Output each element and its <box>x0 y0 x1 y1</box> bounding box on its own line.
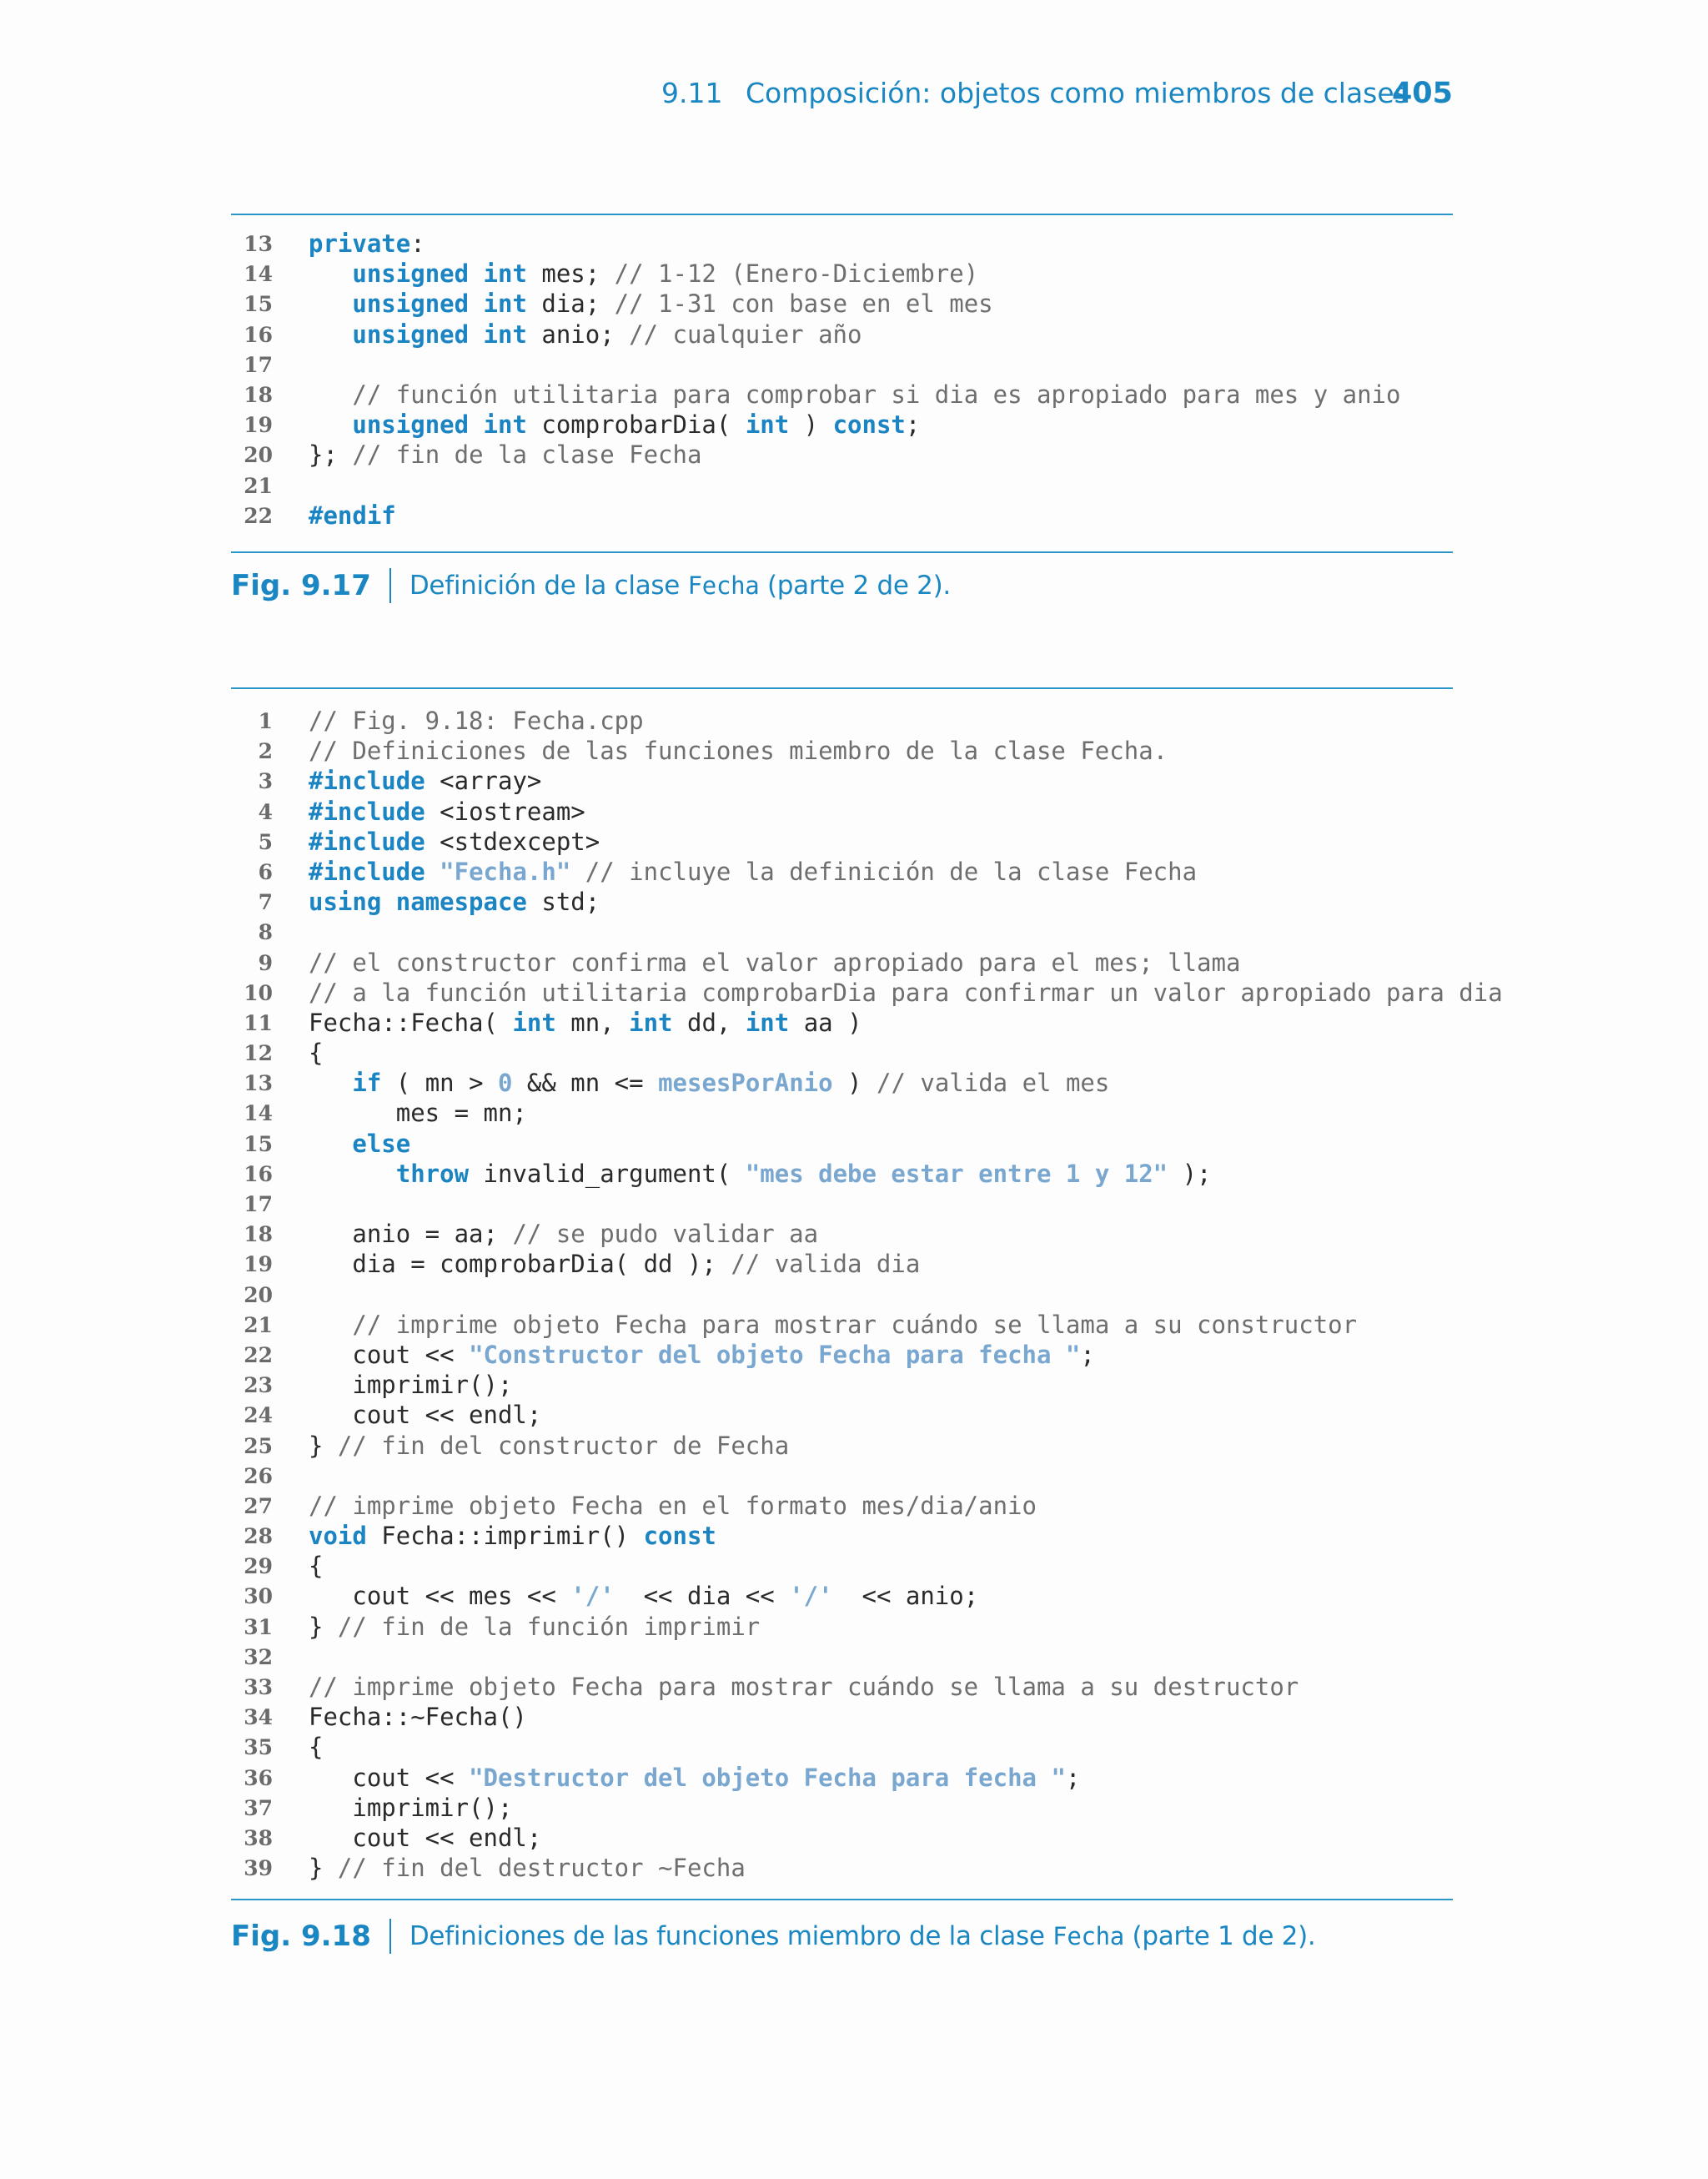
line-number: 20 <box>244 443 273 468</box>
code-token: cout << <box>309 1340 470 1369</box>
code-line <box>231 1339 1453 1369</box>
code-token: cout << <box>309 1763 470 1792</box>
code-listing-fig-9-18 <box>231 705 1503 1883</box>
code-token <box>309 1160 396 1188</box>
code-token: else <box>352 1129 411 1158</box>
code-token: aa ) <box>789 1008 862 1037</box>
code-token: "mes debe estar entre 1 y 12" <box>745 1159 1168 1188</box>
code-token: <iostream> <box>424 797 585 826</box>
code-text <box>309 1582 978 1610</box>
code-token <box>570 858 585 886</box>
code-token: dia = comprobarDia( dd ); <box>309 1250 731 1279</box>
code-token: // cualquier año <box>629 320 862 349</box>
code-token: // fin del destructor ~Fecha <box>337 1854 746 1883</box>
code-line <box>231 1731 1453 1761</box>
code-line <box>231 1611 1453 1641</box>
code-token: #include <box>309 767 425 796</box>
code-line <box>231 1218 1453 1248</box>
code-token: Fecha::imprimir() <box>366 1522 644 1551</box>
code-text <box>309 380 1400 409</box>
code-token: Fecha::~Fecha() <box>309 1703 527 1732</box>
code-line <box>231 1520 1453 1550</box>
line-number: 14 <box>244 262 273 287</box>
section-number: 9.11 <box>661 77 723 109</box>
line-number: 38 <box>244 1825 273 1850</box>
code-line <box>231 826 1453 856</box>
code-line <box>231 1309 1453 1339</box>
code-text <box>309 737 1168 765</box>
code-token: #include <box>309 857 425 886</box>
line-number: 6 <box>258 859 273 884</box>
line-number: 13 <box>244 1071 273 1096</box>
code-text <box>309 949 1240 977</box>
code-text <box>309 289 993 318</box>
code-token <box>425 858 440 886</box>
caption-code: Fecha <box>1052 1922 1124 1950</box>
line-number: 27 <box>244 1493 273 1518</box>
code-line <box>231 1188 1453 1218</box>
code-token: int <box>629 1008 673 1037</box>
line-number: 18 <box>244 1222 273 1247</box>
code-token: dd, <box>672 1008 746 1037</box>
code-line <box>231 1430 1453 1460</box>
code-text <box>309 828 600 856</box>
code-line <box>231 1369 1453 1399</box>
code-token: // 1-12 (Enero-Diciembre) <box>614 259 979 289</box>
code-text <box>309 1341 1095 1369</box>
code-text <box>309 1764 1080 1792</box>
code-token <box>309 320 352 349</box>
code-text <box>309 1401 541 1429</box>
line-number: 17 <box>244 352 273 377</box>
code-token: // Fig. 9.18: Fecha.cpp <box>309 707 644 735</box>
caption-text-before: Definiciones de las funciones miembro de la clase <box>409 1921 1053 1951</box>
code-line <box>231 470 1453 500</box>
code-text <box>309 1492 1037 1520</box>
line-number: 19 <box>244 1252 273 1277</box>
code-text <box>309 1673 1299 1701</box>
code-line <box>231 319 1453 349</box>
code-text <box>309 229 425 258</box>
code-line <box>231 1067 1453 1097</box>
code-text <box>309 1613 760 1641</box>
code-token: #include <box>309 797 425 826</box>
line-number: 17 <box>244 1192 273 1216</box>
code-token: { <box>309 1552 324 1581</box>
code-text <box>309 1039 323 1067</box>
code-token: } <box>309 1431 338 1460</box>
code-token: if <box>352 1069 382 1098</box>
line-number: 14 <box>244 1101 273 1126</box>
code-line <box>231 500 1453 530</box>
code-token: unsigned int <box>352 320 527 349</box>
code-token: comprobarDia( <box>526 410 746 440</box>
line-number: 30 <box>244 1584 273 1609</box>
code-token: anio; <box>526 320 630 349</box>
code-line <box>231 977 1503 1007</box>
code-token: // 1-31 con base en el mes <box>614 289 993 319</box>
code-token: imprimir(); <box>309 1793 513 1822</box>
code-line <box>231 258 1453 288</box>
code-token: throw <box>395 1159 470 1188</box>
code-token: #endif <box>309 501 396 530</box>
code-token: // fin de la función imprimir <box>337 1612 761 1641</box>
code-token: // imprime objeto Fecha para mostrar cuándo se llama a su constructor <box>352 1310 1358 1339</box>
line-number: 15 <box>244 292 273 317</box>
line-number: 22 <box>244 1342 273 1367</box>
code-text <box>309 1432 789 1460</box>
line-number: 12 <box>244 1041 273 1066</box>
listing-bottom-rule <box>231 551 1453 553</box>
line-number: 15 <box>244 1131 273 1156</box>
code-token: Fecha::Fecha( <box>309 1008 513 1037</box>
code-line <box>231 1792 1453 1822</box>
code-token: cout << endl; <box>309 1823 542 1852</box>
code-token: // imprime objeto Fecha para mostrar cuándo se llama a su destructor <box>309 1673 1299 1701</box>
code-token: }; <box>309 440 353 470</box>
line-number: 10 <box>244 980 273 1005</box>
code-line <box>231 886 1453 916</box>
code-line <box>231 439 1453 469</box>
code-token: ; <box>1080 1340 1095 1369</box>
code-text <box>309 1703 527 1731</box>
code-token: const <box>832 410 906 440</box>
code-token: } <box>309 1612 338 1641</box>
code-token: // función utilitaria para comprobar si dia es apropiado para mes y anio <box>352 380 1401 409</box>
code-token: using namespace <box>309 888 527 917</box>
code-token: '/' <box>570 1582 615 1611</box>
figure-caption-9-18 <box>231 1915 1315 1957</box>
line-number: 4 <box>258 799 273 824</box>
code-token: void <box>309 1522 367 1551</box>
code-text <box>309 1250 920 1278</box>
caption-text-after: (parte 2 de 2). <box>759 571 951 601</box>
code-token: unsigned int <box>352 410 527 440</box>
line-number: 7 <box>258 890 273 915</box>
code-text <box>309 1794 512 1822</box>
code-token: // el constructor confirma el valor apropiado para el mes; llama <box>309 948 1241 977</box>
code-line <box>231 1128 1453 1158</box>
code-token: : <box>410 229 425 258</box>
code-line <box>231 947 1453 977</box>
code-text <box>309 1733 323 1761</box>
code-token: ) <box>832 1069 877 1098</box>
code-token: const <box>643 1522 716 1551</box>
code-token: // fin de la clase Fecha <box>352 440 702 470</box>
code-token: ); <box>1168 1159 1212 1188</box>
code-line <box>231 1580 1453 1610</box>
line-number: 1 <box>258 709 273 733</box>
line-number: 21 <box>244 473 273 498</box>
line-number: 19 <box>244 413 273 438</box>
code-token: unsigned int <box>352 259 527 289</box>
code-line <box>231 288 1453 318</box>
code-line <box>231 1852 1453 1882</box>
code-line <box>231 1671 1453 1701</box>
code-line <box>231 409 1453 439</box>
line-number: 25 <box>244 1433 273 1458</box>
code-token: '/' <box>789 1582 833 1611</box>
code-token: #include <box>309 827 425 856</box>
code-text <box>309 1522 716 1550</box>
line-number: 18 <box>244 382 273 407</box>
code-text <box>309 1311 1357 1339</box>
line-number: 16 <box>244 1161 273 1186</box>
code-text <box>309 1130 410 1158</box>
caption-separator <box>389 568 391 603</box>
line-number: 35 <box>244 1735 273 1760</box>
code-line <box>231 1490 1453 1520</box>
code-token: ( mn > <box>381 1069 498 1098</box>
code-line <box>231 1701 1453 1731</box>
code-token: } <box>309 1854 338 1883</box>
listing-top-rule <box>231 214 1453 215</box>
code-text <box>309 1220 818 1248</box>
code-token: "Destructor del objeto Fecha para fecha " <box>469 1763 1066 1792</box>
figure-caption-9-17 <box>231 565 951 606</box>
code-text <box>309 1854 746 1882</box>
code-line <box>231 1641 1453 1671</box>
code-token: && mn <= <box>512 1069 659 1098</box>
running-header <box>231 77 1453 120</box>
code-token: mes; <box>526 259 615 289</box>
code-token: std; <box>526 888 600 917</box>
code-token: unsigned int <box>352 289 527 319</box>
code-token: "Constructor del objeto Fecha para fecha " <box>469 1340 1081 1369</box>
line-number: 31 <box>244 1614 273 1639</box>
section-title: Composición: objetos como miembros de clases <box>746 77 1409 109</box>
code-token: cout << mes << <box>309 1582 571 1611</box>
code-text <box>309 1160 1212 1188</box>
caption-text <box>409 1921 1316 1951</box>
code-line <box>231 1037 1453 1067</box>
code-token: // imprime objeto Fecha en el formato mes/dia/anio <box>309 1491 1037 1520</box>
code-token <box>309 380 352 409</box>
code-line <box>231 735 1453 765</box>
code-token: int <box>745 410 790 440</box>
code-line <box>231 1007 1453 1037</box>
code-text <box>309 888 600 916</box>
figure-label: Fig. 9.17 <box>231 569 371 602</box>
line-number: 16 <box>244 322 273 347</box>
code-text <box>309 1069 1109 1097</box>
code-token: ; <box>905 410 921 440</box>
line-number: 9 <box>258 950 273 975</box>
code-token: // fin del constructor de Fecha <box>337 1431 790 1460</box>
code-token: { <box>309 1733 324 1762</box>
code-token <box>309 289 352 318</box>
code-token <box>309 410 352 439</box>
line-number: 26 <box>244 1463 273 1488</box>
line-number: 28 <box>244 1524 273 1549</box>
code-token: int <box>512 1008 556 1037</box>
caption-text-before: Definición de la clase <box>409 571 688 601</box>
line-number: 21 <box>244 1312 273 1337</box>
code-text <box>309 707 644 735</box>
code-token: << anio; <box>832 1582 979 1611</box>
listing-top-rule <box>231 687 1453 689</box>
code-token: mes = mn; <box>309 1099 527 1128</box>
code-token: mn, <box>555 1008 630 1037</box>
line-number: 29 <box>244 1554 273 1579</box>
code-text <box>309 1099 527 1127</box>
caption-code: Fecha <box>687 571 760 600</box>
code-token: cout << endl; <box>309 1401 542 1430</box>
caption-text <box>409 571 951 601</box>
line-number: 3 <box>258 769 273 794</box>
code-token: anio = aa; <box>309 1220 513 1249</box>
code-token: // incluye la definición de la clase Fecha <box>585 857 1198 886</box>
code-line <box>231 1399 1453 1429</box>
code-line <box>231 1822 1453 1852</box>
code-line <box>231 705 1453 735</box>
code-token <box>309 1069 352 1097</box>
code-line <box>231 1550 1453 1580</box>
code-text <box>309 1371 512 1399</box>
line-number: 39 <box>244 1856 273 1881</box>
code-token: ) <box>789 410 833 440</box>
code-token: dia; <box>526 289 615 319</box>
line-number: 33 <box>244 1675 273 1699</box>
figure-label: Fig. 9.18 <box>231 1920 371 1953</box>
code-token: 0 <box>498 1069 513 1098</box>
line-number: 37 <box>244 1795 273 1820</box>
line-number: 13 <box>244 232 273 256</box>
line-number: 8 <box>258 920 273 945</box>
code-line <box>231 379 1453 409</box>
code-text <box>309 410 920 439</box>
code-text <box>309 979 1503 1007</box>
code-line <box>231 1248 1453 1278</box>
code-token: // se pudo validar aa <box>512 1220 819 1249</box>
page-number: 405 <box>1391 77 1453 110</box>
code-token: imprimir(); <box>309 1371 513 1400</box>
line-number: 2 <box>258 739 273 764</box>
code-line <box>231 1097 1453 1127</box>
code-token: private <box>309 229 411 258</box>
line-number: 34 <box>244 1705 273 1730</box>
code-token: mesesPorAnio <box>658 1069 833 1098</box>
line-number: 20 <box>244 1282 273 1307</box>
code-token: ; <box>1065 1763 1081 1792</box>
code-token: "Fecha.h" <box>440 857 571 886</box>
code-token <box>309 1130 352 1158</box>
code-text <box>309 259 978 288</box>
line-number: 36 <box>244 1765 273 1790</box>
listing-bottom-rule <box>231 1899 1453 1900</box>
code-line <box>231 856 1453 886</box>
code-line <box>231 228 1453 258</box>
code-line <box>231 916 1453 946</box>
code-token: invalid_argument( <box>469 1159 746 1188</box>
code-token: << dia << <box>614 1582 790 1611</box>
code-token: <array> <box>424 767 542 796</box>
caption-text-after: (parte 1 de 2). <box>1123 1921 1316 1951</box>
code-text <box>309 767 541 795</box>
line-number: 24 <box>244 1403 273 1428</box>
code-token: { <box>309 1039 324 1068</box>
code-line <box>231 1279 1453 1309</box>
code-text <box>309 858 1197 886</box>
line-number: 22 <box>244 503 273 528</box>
code-token: // Definiciones de las funciones miembro de la clase Fecha. <box>309 737 1168 766</box>
code-line <box>231 1762 1453 1792</box>
code-line <box>231 349 1453 379</box>
code-token: int <box>745 1008 790 1037</box>
code-line <box>231 1460 1453 1490</box>
caption-separator <box>389 1919 391 1954</box>
line-number: 32 <box>244 1644 273 1669</box>
code-token: // a la función utilitaria comprobarDia para confirmar un valor apropiado para dia <box>309 978 1503 1007</box>
code-line <box>231 1158 1453 1188</box>
line-number: 11 <box>244 1010 273 1035</box>
code-text <box>309 501 396 530</box>
code-text <box>309 1552 323 1580</box>
code-listing-fig-9-17 <box>231 228 1453 530</box>
line-number: 23 <box>244 1373 273 1398</box>
code-token <box>309 259 352 288</box>
code-text <box>309 1824 541 1852</box>
code-line <box>231 765 1453 795</box>
code-text <box>309 440 701 469</box>
line-number: 5 <box>258 829 273 854</box>
code-token: // valida el mes <box>876 1069 1110 1098</box>
code-text <box>309 1009 862 1037</box>
code-token: <stdexcept> <box>424 827 600 856</box>
code-line <box>231 796 1453 826</box>
code-token <box>309 1311 352 1339</box>
code-text <box>309 320 862 349</box>
code-text <box>309 798 585 826</box>
code-token: // valida dia <box>731 1250 921 1279</box>
